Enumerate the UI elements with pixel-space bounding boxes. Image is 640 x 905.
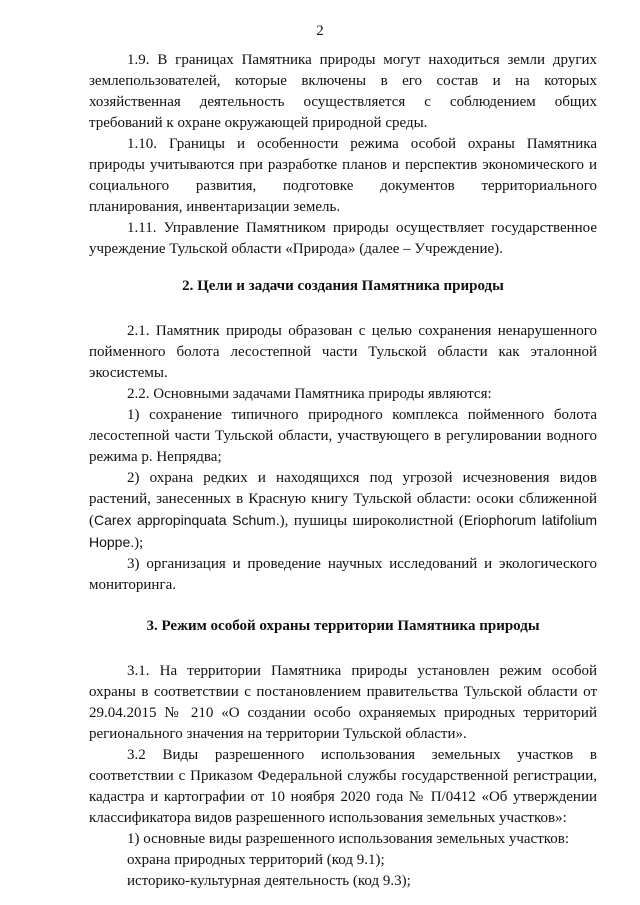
paragraph-1-10: 1.10. Границы и особенности режима особой охраны Памятника природы учитываются при разработке планов и перспектив экономического и социального развития, подготовке документов территориального планирования, инвентаризации земель.: [89, 136, 597, 215]
task-2-text-a: 2) охрана редких и находящихся под угрозой исчезновения видов растений, занесенных в Красную книгу Тульской области: осоки сближенной (: [89, 470, 597, 529]
paragraph-1-11: 1.11. Управление Памятником природы осуществляет государственное учреждение Тульской области «Природа» (далее – Учреждение).: [89, 220, 597, 257]
task-1: 1) сохранение типичного природного комплекса пойменного болота лесостепной части Тульской области, участвующего в регулировании водного режима р. Непрядва;: [89, 407, 597, 465]
paragraph-2-2: 2.2. Основными задачами Памятника природы являются:: [127, 386, 492, 402]
paragraph-3-2: 3.2 Виды разрешенного использования земельных участков в соответствии с Приказом Федеральной службы государственной регистрации, кадастра и картографии от 10 ноября 2020 года № П/0412 «Об утверждении классификатора видов разрешенного использования земельных участков»:: [89, 747, 597, 826]
paragraph-3-1: 3.1. На территории Памятника природы установлен режим особой охраны в соответствии с постановлением правительства Тульской области от 29.04.2015 № 210 «О создании особо охраняемых природных территорий регионального значения на территории Тульской области».: [89, 663, 597, 742]
permitted-use-item: охрана природных территорий (код 9.1);: [127, 852, 385, 868]
task-2-text-c: );: [134, 535, 144, 551]
task-3: 3) организация и проведение научных исследований и экологического мониторинга.: [89, 556, 597, 593]
paragraph-2-1: 2.1. Памятник природы образован с целью сохранения ненарушенного пойменного болота лесостепной части Тульской области как эталонной экосистемы.: [89, 323, 597, 381]
permitted-use-item: историко-культурная деятельность (код 9.3);: [127, 873, 411, 889]
latin-name-carex: Carex appropinquata Schum.: [94, 512, 280, 528]
task-2: [89, 468, 597, 554]
document-body: [89, 50, 597, 892]
task-2-text-b: ), пушицы широколистной (: [279, 513, 464, 529]
page-number: 2: [316, 23, 324, 39]
section-3-heading: 3. Режим особой охраны территории Памятника природы: [146, 618, 540, 634]
paragraph-1-9: 1.9. В границах Памятника природы могут находиться земли других землепользователей, которые включены в его состав и на которых хозяйственная деятельность осуществляется с соблюдением общих требований к охране окружающей природной среды.: [89, 52, 597, 131]
latin-name-eriophorum: Eriophorum latifolium Hoppe.: [89, 512, 597, 550]
section-2-heading: 2. Цели и задачи создания Памятника природы: [182, 278, 504, 294]
permitted-uses-title: 1) основные виды разрешенного использования земельных участков:: [127, 831, 570, 847]
